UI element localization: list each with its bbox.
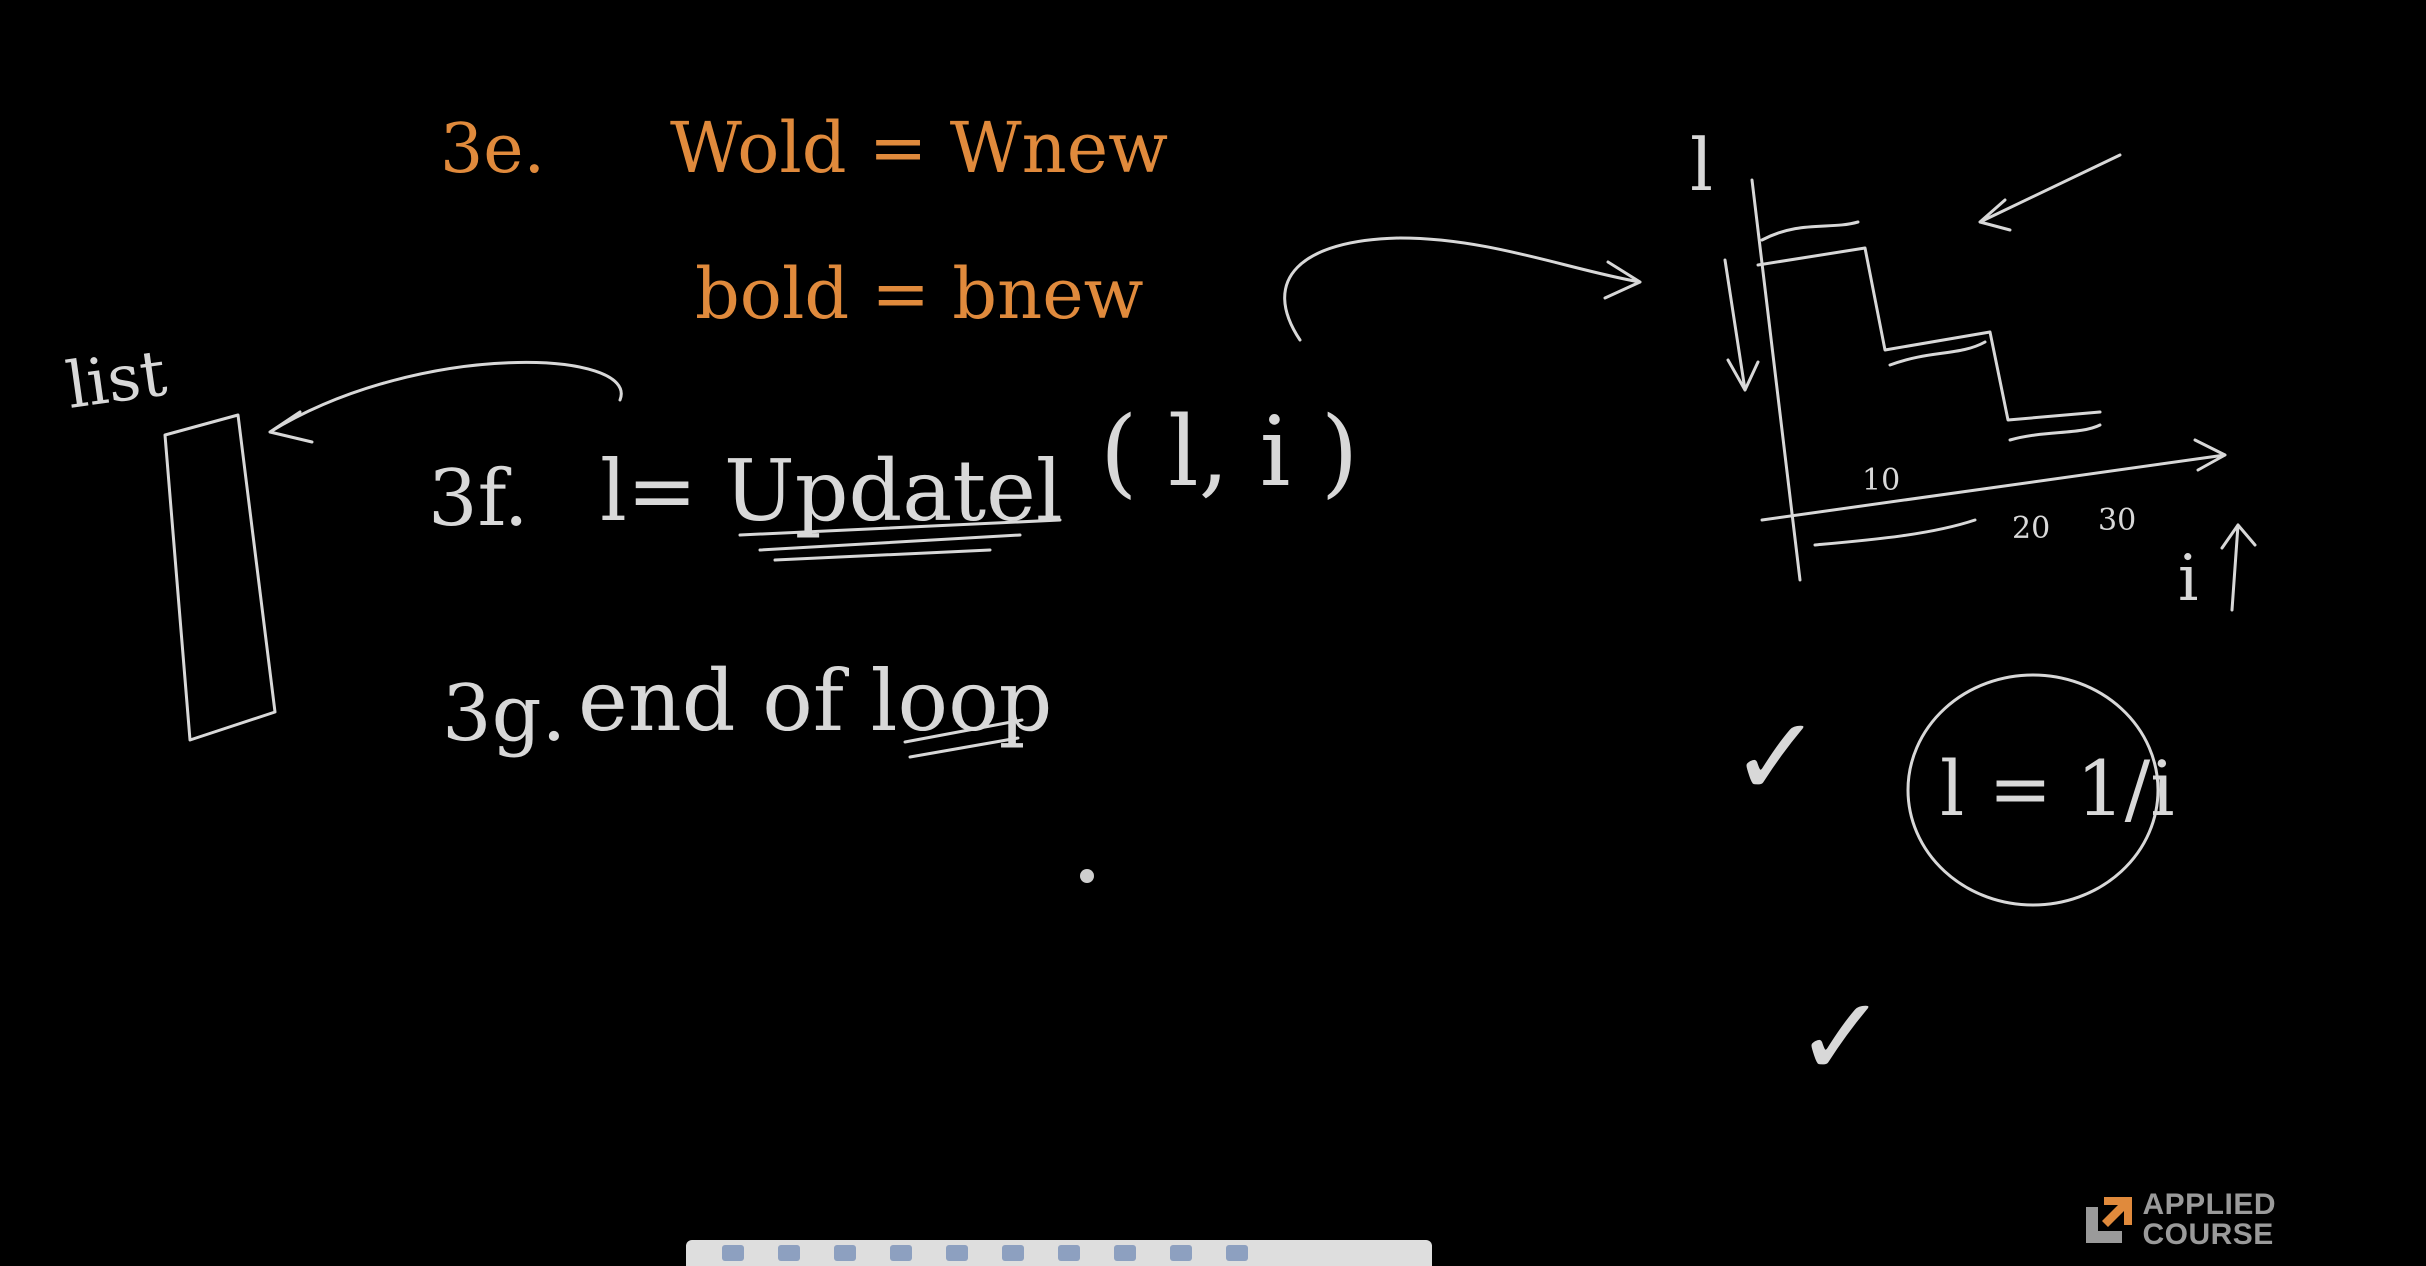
- step-3f-args: ( l, i ): [1100, 396, 1359, 508]
- checkmark-2: ✓: [1795, 973, 1888, 1101]
- graph-x-label: i: [2178, 542, 2199, 616]
- pen-cursor-icon: [1080, 869, 1094, 883]
- drawing-toolbar[interactable]: [686, 1240, 1432, 1266]
- step-3e-line1: Wold = Wnew: [670, 107, 1169, 189]
- eraser-tool-icon[interactable]: [890, 1245, 912, 1261]
- applied-course-logo: [2082, 1190, 2276, 1250]
- step-3g-text: end of loop: [578, 652, 1053, 750]
- step-3e-label: 3e.: [440, 110, 546, 189]
- close-icon[interactable]: [1226, 1245, 1248, 1261]
- list-label: list: [61, 336, 171, 424]
- arrow-to-graph: [1285, 238, 1640, 340]
- step-3f-expr: l= Updatel: [600, 442, 1063, 540]
- arrow-to-list: [270, 362, 621, 442]
- tick-30: 30: [2098, 503, 2137, 538]
- settings-icon[interactable]: [1170, 1245, 1192, 1261]
- page-tool-icon[interactable]: [1058, 1245, 1080, 1261]
- step-3e-line2: bold = bnew: [695, 253, 1144, 335]
- shape-tool-icon[interactable]: [1002, 1245, 1024, 1261]
- graph-down-arrow: [1725, 260, 1758, 390]
- graph-y-axis: [1752, 180, 1800, 580]
- color-tool-icon[interactable]: [946, 1245, 968, 1261]
- circled-formula: l = 1/i: [1940, 744, 2175, 833]
- line-tool-icon[interactable]: [1114, 1245, 1136, 1261]
- i-up-arrow: [2222, 525, 2255, 610]
- step-3g-label: 3g.: [442, 669, 567, 759]
- step-3f-label: 3f.: [428, 454, 529, 544]
- graph-x-axis: [1762, 440, 2225, 520]
- logo-line1: APPLIED: [2142, 1188, 2276, 1221]
- checkmark-1: ✓: [1730, 693, 1823, 821]
- highlighter-tool-icon[interactable]: [834, 1245, 856, 1261]
- tick-10: 10: [1862, 463, 1901, 498]
- list-box: [165, 415, 275, 740]
- pen-tool-icon[interactable]: [778, 1245, 800, 1261]
- logo-mark-icon: [2082, 1193, 2136, 1247]
- tick-20: 20: [2012, 511, 2051, 546]
- logo-line2: COURSE: [2142, 1218, 2274, 1251]
- graph-y-label: l: [1690, 123, 1714, 207]
- pointer-tool-icon[interactable]: [722, 1245, 744, 1261]
- graph-step-function: [1758, 248, 2100, 420]
- graph-pointer-arrow: [1980, 155, 2120, 230]
